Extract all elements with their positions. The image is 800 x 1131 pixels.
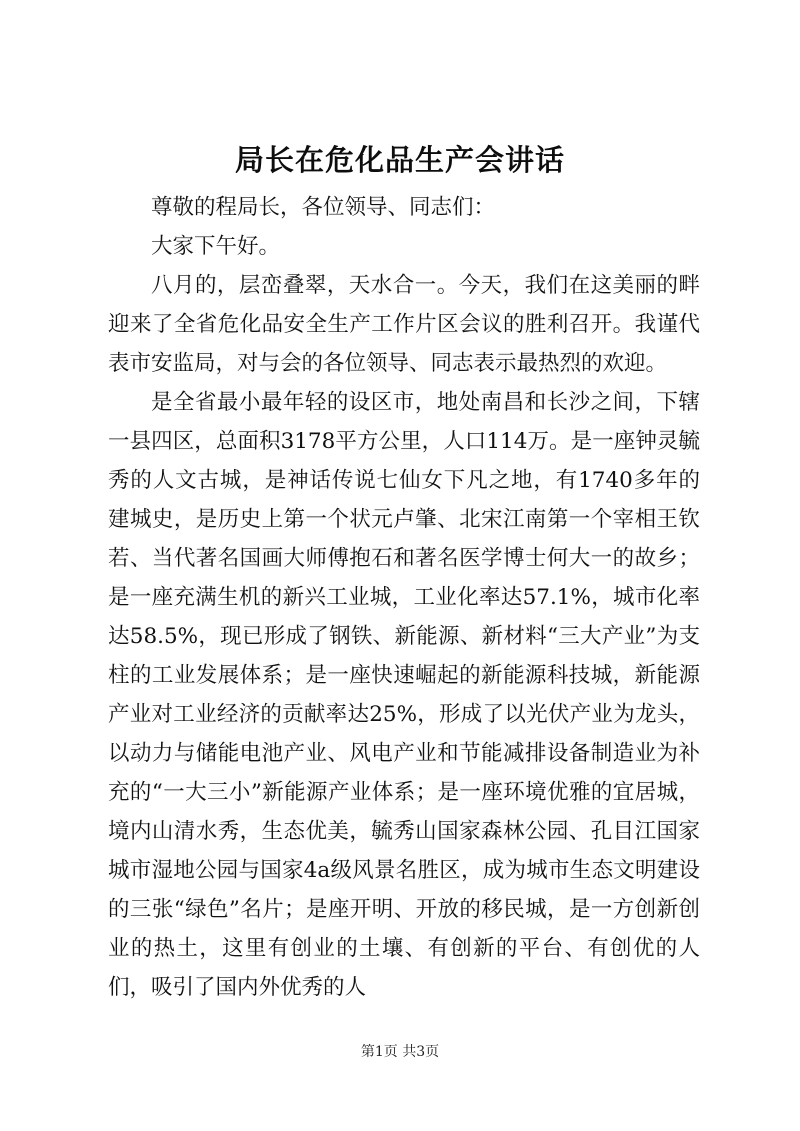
paragraph-salutation: 尊敬的程局长，各位领导、同志们： bbox=[151, 195, 496, 220]
paragraph-welcome: 八月的，层峦叠翠，天水合一。今天，我们在这美丽的畔迎来了全省危化品安全生产工作片区会议的胜利召开。我谨代表市安监局，对与会的各位领导、同志表示最热烈的欢迎。 bbox=[108, 273, 700, 376]
paragraph-greeting: 大家下午好。 bbox=[151, 234, 281, 259]
page-number-footer: 第1页 共3页 bbox=[360, 1044, 440, 1060]
document-body bbox=[108, 188, 700, 1007]
document-title: 局长在危化品生产会讲话 bbox=[234, 143, 565, 177]
paragraph-city-introduction: 是全省最小最年轻的设区市，地处南昌和长沙之间，下辖一县四区，总面积3178平方公里，人口114万。是一座钟灵毓秀的人文古城，是神话传说七仙女下凡之地，有1740多年的建城史，是历史上第一个状元卢肇、北宋江南第一个宰相王钦若、当代著名国画大师傅抱石和著名医学博士何大一的故乡；是一座充满生机的新兴工业城，工业化率达57.1%，城市化率达58.5%，现已形成了钢铁、新能源、新材料“三大产业”为支柱的工业发展体系；是一座快速崛起的新能源科技城，新能源产业对工业经济的贡献率达25%，形成了以光伏产业为龙头，以动力与储能电池产业、风电产业和节能减排设备制造业为补充的“一大三小”新能源产业体系；是一座环境优雅的宜居城，境内山清水秀，生态优美，毓秀山国家森林公园、孔目江国家城市湿地公园与国家4a级风景名胜区，成为城市生态文明建设的三张“绿色”名片；是座开明、开放的移民城，是一方创新创业的热土，这里有创业的土壤、有创新的平台、有创优的人们，吸引了国内外优秀的人 bbox=[108, 390, 700, 1000]
